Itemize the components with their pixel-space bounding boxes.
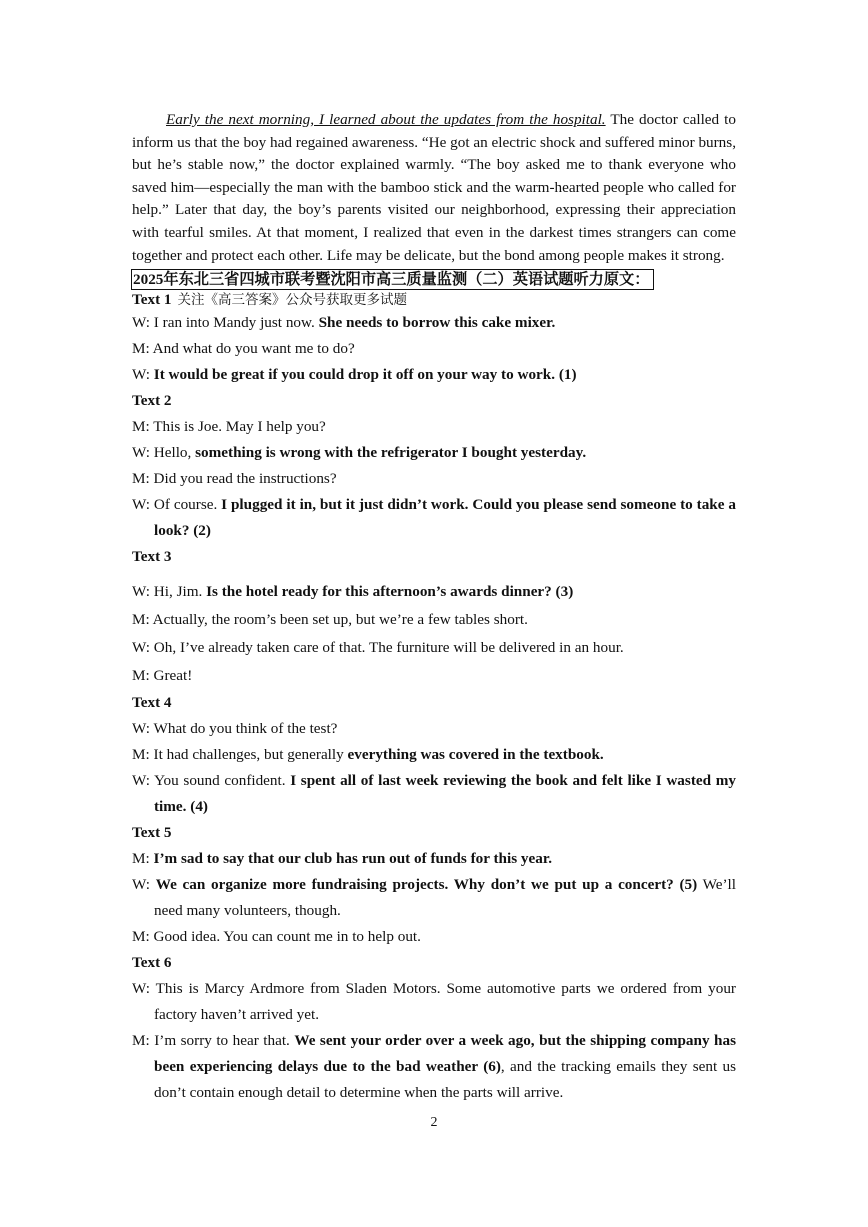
speaker-text: , and the tracking emails they sent us don’t contain enough detail to determine when the parts will arrive. [154,1058,736,1102]
key-sentence: We can organize more fundraising projects. Why don’t we put up a concert? (5) [155,876,698,894]
section-heading: Text 1 [132,291,172,309]
key-sentence: I spent all of last week reviewing the book and felt like I wasted my time. (4) [154,772,736,816]
section-heading: Text 6 [132,954,172,972]
speaker-text: W: Of course. [132,496,222,514]
dialogue-line [132,1028,736,1106]
dialogue-line [132,440,736,466]
dialogue-line [132,492,736,544]
speaker-text: W: [132,876,156,894]
speaker-text: M: I’m sorry to hear that. [132,1032,295,1050]
dialogue-line: W: What do you think of the test? [132,720,338,738]
dialogue-line [132,768,736,820]
dialogue-line: W: Oh, I’ve already taken care of that. The furniture will be delivered in an hour. [132,639,624,657]
speaker-text: W: Hi, Jim. [132,583,207,601]
text-1-header [132,290,736,310]
key-sentence: We sent your order over a week ago, but the shipping company has been experiencing delays due to the bad weather (6) [154,1032,736,1076]
dialogue-line [132,742,736,768]
dialogue-line [132,846,736,872]
speaker-text: W: You sound confident. [132,772,291,790]
key-sentence: I plugged it in, but it just didn’t work. Could you please send someone to take a look? (2) [154,496,736,540]
section-heading: Text 5 [132,824,172,842]
underlined-sentence: Early the next morning, I learned about the updates from the hospital. [166,111,606,128]
document-page [132,109,736,1106]
key-sentence: I’m sad to say that our club has run out of funds for this year. [153,850,552,868]
speaker-text: M: It had challenges, but generally [132,746,348,764]
speaker-text: W: I ran into Mandy just now. [132,314,319,332]
speaker-text: W: [132,366,154,384]
section-heading: Text 2 [132,392,172,410]
dialogue-line: M: And what do you want me to do? [132,340,355,358]
page-number: 2 [430,1115,438,1130]
key-sentence: Is the hotel ready for this afternoon’s awards dinner? (3) [206,583,574,601]
dialogue-line [132,872,736,924]
listening-transcript-title: 2025年东北三省四城市联考暨沈阳市高三质量监测（二）英语试题听力原文： [131,269,654,290]
dialogue-line: W: This is Marcy Ardmore from Sladen Motors. Some automotive parts we ordered from your factory haven’t arrived yet. [132,980,736,1024]
speaker-text: We’ll need many volunteers, though. [154,876,736,920]
dialogue-line: M: Good idea. You can count me in to help out. [132,928,421,946]
dialogue-line: M: Great! [132,667,193,685]
promo-note: 关注《高三答案》公众号获取更多试题 [177,292,408,309]
key-sentence: something is wrong with the refrigerator I bought yesterday. [195,444,587,462]
story-paragraph [132,109,736,267]
section-heading: Text 4 [132,694,172,712]
key-sentence: It would be great if you could drop it off on your way to work. (1) [153,366,577,384]
key-sentence: She needs to borrow this cake mixer. [318,314,556,332]
dialogue-line [132,578,736,606]
key-sentence: everything was covered in the textbook. [347,746,604,764]
section-heading: Text 3 [132,548,172,566]
dialogue-line: M: This is Joe. May I help you? [132,418,326,436]
dialogue-line [132,310,736,336]
dialogue-line: M: Did you read the instructions? [132,470,337,488]
paragraph-text: The doctor called to inform us that the boy had regained awareness. “He got an electric shock and suffered minor burns, but he’s stable now,” the doctor explained warmly. “The boy asked me to thank everyone who saved him—especially the man with the bamboo stick and the warm-hearted people who called for help.” Later that day, the boy’s parents visited our neighborhood, expressing their appreciation with tearful smiles. At that moment, I realized that even in the darkest times strangers can come together and protect each other. Life may be delicate, but the bond among people makes it strong. [132,111,736,264]
speaker-text: W: Hello, [132,444,196,462]
dialogue-line [132,362,736,388]
dialogue-line: M: Actually, the room’s been set up, but we’re a few tables short. [132,611,528,629]
speaker-text: M: [132,850,154,868]
